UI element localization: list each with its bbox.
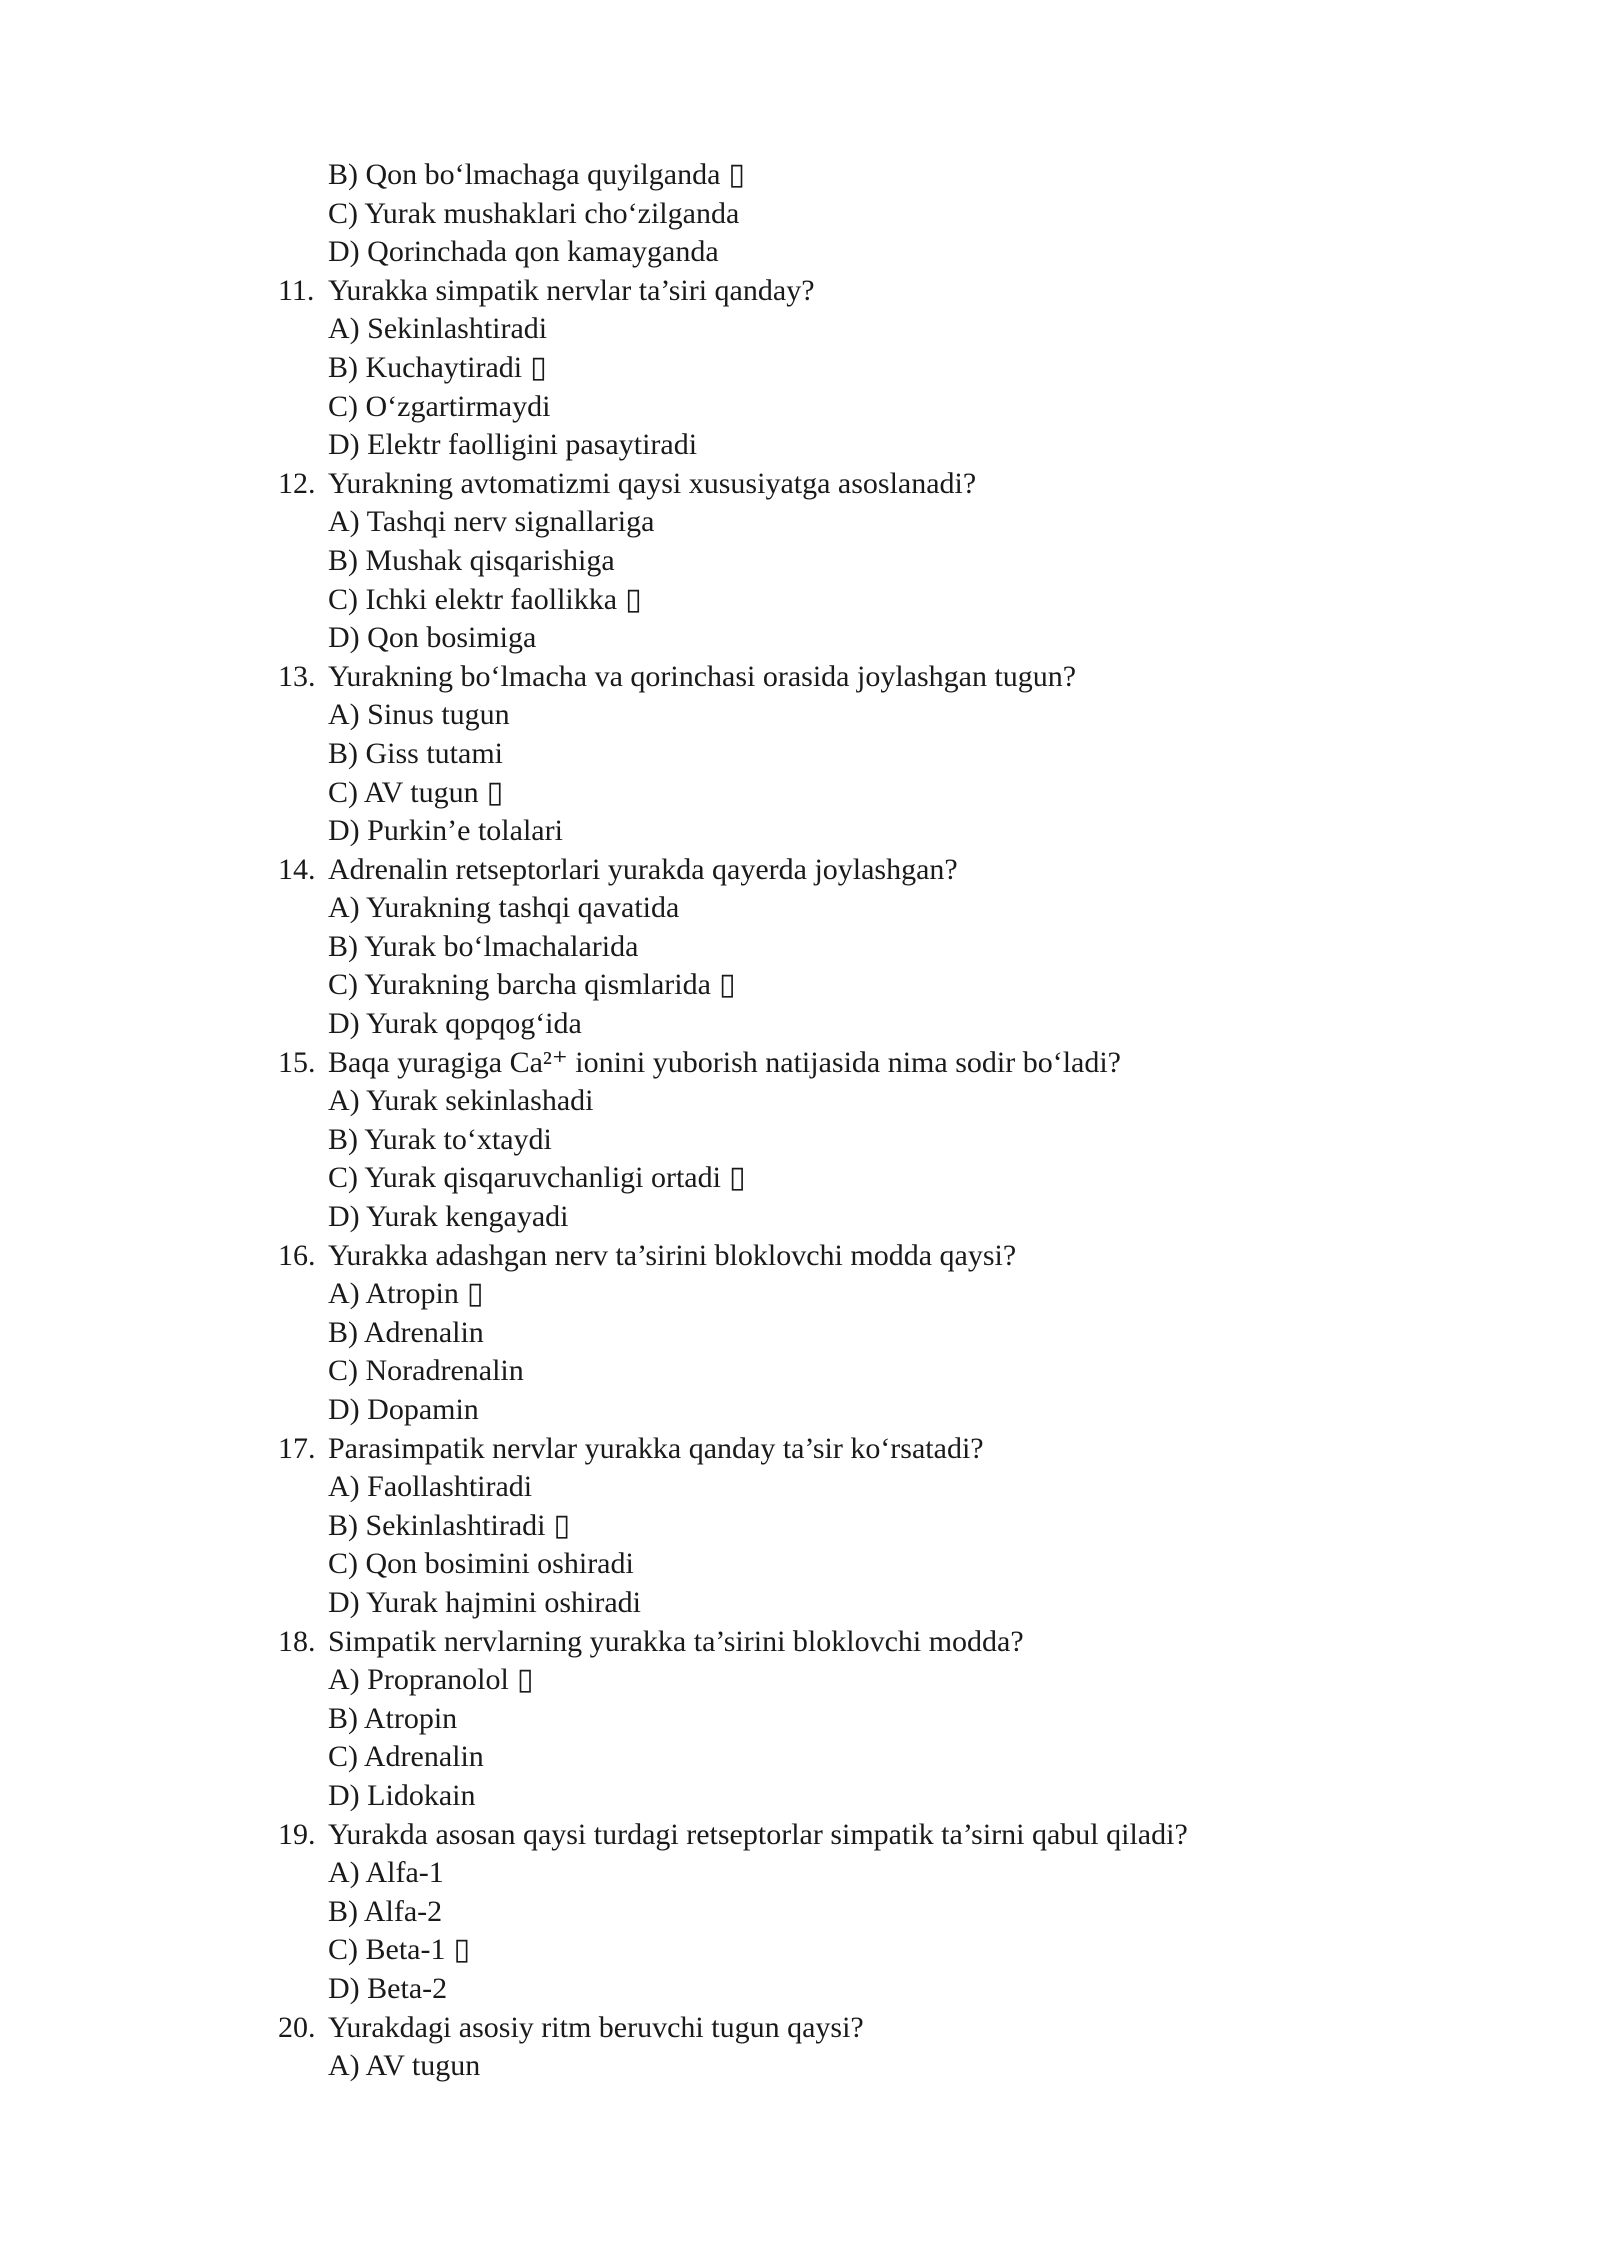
answer-option-text: C) Yurak qisqaruvchanligi ortadi — [328, 1161, 721, 1195]
answer-option-text: B) Sekinlashtiradi — [328, 1508, 546, 1542]
answer-option — [278, 1275, 1378, 1314]
question-line — [278, 1623, 1378, 1662]
answer-option-text: C) Beta-1 — [328, 1933, 446, 1967]
answer-option — [278, 1121, 1378, 1160]
answer-option — [278, 1738, 1378, 1777]
answer-option — [278, 310, 1378, 349]
answer-option — [278, 1661, 1378, 1700]
correct-answer-mark-icon: ▯ — [625, 582, 642, 616]
answer-option-text: B) Giss tutami — [328, 736, 504, 770]
answer-option — [278, 349, 1378, 388]
answer-option — [278, 1005, 1378, 1044]
answer-option — [278, 1314, 1378, 1353]
answer-option-text: C) Noradrenalin — [328, 1354, 524, 1388]
answer-option — [278, 388, 1378, 427]
answer-option-text: A) Yurakning tashqi qavatida — [328, 891, 680, 925]
answer-option — [278, 503, 1378, 542]
answer-option-text: D) Yurak kengayadi — [328, 1200, 569, 1234]
question-text: Simpatik nervlarning yurakka ta’sirini bloklovchi modda? — [328, 1624, 1024, 1658]
question-number: 11. — [278, 273, 315, 307]
question-text: Yurakka adashgan nerv ta’sirini bloklovchi modda qaysi? — [328, 1238, 1017, 1272]
answer-option-text: B) Adrenalin — [328, 1315, 484, 1349]
answer-option — [278, 156, 1378, 195]
answer-option — [278, 619, 1378, 658]
question-line — [278, 1044, 1378, 1083]
question-text: Parasimpatik nervlar yurakka qanday ta’sir ko‘rsatadi? — [328, 1431, 984, 1465]
answer-option — [278, 1468, 1378, 1507]
answer-option-text: A) Alfa-1 — [328, 1856, 444, 1890]
answer-option-text: D) Lidokain — [328, 1778, 476, 1812]
question-number: 17. — [278, 1431, 316, 1465]
answer-option — [278, 1700, 1378, 1739]
question-line — [278, 658, 1378, 697]
question-line — [278, 272, 1378, 311]
question-line — [278, 2009, 1378, 2048]
answer-option-text: D) Yurak qopqog‘ida — [328, 1007, 582, 1041]
question-line — [278, 1816, 1378, 1855]
question-line — [278, 851, 1378, 890]
answer-option-text: C) O‘zgartirmaydi — [328, 389, 551, 423]
answer-option-text: C) Yurak mushaklari cho‘zilganda — [328, 196, 740, 230]
answer-option — [278, 1352, 1378, 1391]
answer-option-text: A) Propranolol — [328, 1663, 509, 1697]
question-line — [278, 1430, 1378, 1469]
answer-option — [278, 735, 1378, 774]
correct-answer-mark-icon: ▯ — [466, 1277, 484, 1311]
question-number: 13. — [278, 659, 316, 693]
answer-option-text: D) Yurak hajmini oshiradi — [328, 1585, 641, 1619]
answer-option — [278, 1970, 1378, 2009]
answer-option-text: B) Qon bo‘lmachaga quyilganda — [328, 158, 721, 191]
answer-option — [278, 581, 1378, 620]
correct-answer-mark-icon: ▯ — [728, 1161, 746, 1195]
correct-answer-mark-icon: ▯ — [718, 968, 736, 1002]
question-text: Yurakka simpatik nervlar ta’siri qanday? — [328, 273, 815, 307]
answer-option — [278, 1854, 1378, 1893]
question-text: Yurakda asosan qaysi turdagi retseptorlar simpatik ta’sirni qabul qiladi? — [328, 1817, 1188, 1851]
answer-option-text: B) Kuchaytiradi — [328, 350, 523, 384]
answer-option — [278, 889, 1378, 928]
correct-answer-mark-icon: ▯ — [453, 1933, 470, 1967]
question-number: 12. — [278, 466, 316, 500]
answer-option — [278, 1777, 1378, 1816]
question-text: Yurakdagi asosiy ritm beruvchi tugun qaysi? — [328, 2010, 864, 2044]
question-number: 19. — [278, 1817, 316, 1851]
quiz-list — [278, 156, 1378, 2086]
question-text: Adrenalin retseptorlari yurakda qayerda joylashgan? — [328, 852, 958, 886]
answer-option-text: C) AV tugun — [328, 775, 479, 809]
correct-answer-mark-icon: ▯ — [530, 350, 547, 384]
answer-option-text: C) Adrenalin — [328, 1740, 484, 1774]
answer-option — [278, 233, 1378, 272]
question-line — [278, 465, 1378, 504]
answer-option-text: C) Yurakning barcha qismlarida — [328, 968, 711, 1002]
answer-option-text: A) Tashqi nerv signallariga — [328, 505, 655, 539]
answer-option-text: A) Faollashtiradi — [328, 1470, 533, 1504]
answer-option-text: D) Dopamin — [328, 1393, 479, 1426]
correct-answer-mark-icon: ▯ — [553, 1508, 570, 1542]
answer-option — [278, 1082, 1378, 1121]
answer-option — [278, 696, 1378, 735]
answer-option-text: D) Beta-2 — [328, 1971, 448, 2005]
answer-option-text: C) Qon bosimini oshiradi — [328, 1547, 634, 1581]
answer-option — [278, 1159, 1378, 1198]
answer-option-text: A) Sekinlashtiradi — [328, 312, 548, 346]
answer-option — [278, 774, 1378, 813]
correct-answer-mark-icon: ▯ — [728, 158, 745, 191]
answer-option — [278, 928, 1378, 967]
correct-answer-mark-icon: ▯ — [516, 1663, 534, 1697]
answer-option-text: D) Elektr faolligini pasaytiradi — [328, 428, 698, 462]
answer-option — [278, 966, 1378, 1005]
correct-answer-mark-icon: ▯ — [486, 775, 504, 809]
question-number: 20. — [278, 2010, 316, 2044]
question-line — [278, 1237, 1378, 1276]
question-number: 18. — [278, 1624, 316, 1658]
question-text: Yurakning avtomatizmi qaysi xususiyatga asoslanadi? — [328, 466, 977, 500]
question-number: 15. — [278, 1045, 316, 1079]
answer-option-text: B) Yurak to‘xtaydi — [328, 1122, 552, 1156]
answer-option-text: D) Qorinchada qon kamayganda — [328, 235, 719, 269]
answer-option-text: B) Yurak bo‘lmachalarida — [328, 929, 639, 963]
answer-option-text: C) Ichki elektr faollikka — [328, 582, 618, 616]
answer-option — [278, 2047, 1378, 2086]
answer-option — [278, 195, 1378, 234]
question-number: 14. — [278, 852, 316, 886]
answer-option-text: A) Yurak sekinlashadi — [328, 1084, 594, 1118]
answer-option — [278, 1931, 1378, 1970]
answer-option-text: A) Sinus tugun — [328, 698, 510, 732]
answer-option — [278, 1507, 1378, 1546]
question-text: Baqa yuragiga Ca²⁺ ionini yuborish natijasida nima sodir bo‘ladi? — [328, 1045, 1121, 1079]
answer-option — [278, 542, 1378, 581]
question-number: 16. — [278, 1238, 316, 1272]
question-text: Yurakning bo‘lmacha va qorinchasi orasida joylashgan tugun? — [328, 659, 1077, 693]
answer-option — [278, 1545, 1378, 1584]
answer-option-text: D) Qon bosimiga — [328, 621, 537, 655]
answer-option — [278, 1391, 1378, 1430]
answer-option-text: B) Alfa-2 — [328, 1894, 443, 1928]
answer-option-text: B) Atropin — [328, 1701, 458, 1735]
answer-option — [278, 426, 1378, 465]
answer-option — [278, 1584, 1378, 1623]
answer-option — [278, 1893, 1378, 1932]
answer-option-text: A) Atropin — [328, 1277, 459, 1311]
answer-option-text: D) Purkin’e tolalari — [328, 814, 563, 848]
answer-option-text: B) Mushak qisqarishiga — [328, 543, 615, 577]
answer-option — [278, 812, 1378, 851]
answer-option-text: A) AV tugun — [328, 2049, 481, 2083]
answer-option — [278, 1198, 1378, 1237]
